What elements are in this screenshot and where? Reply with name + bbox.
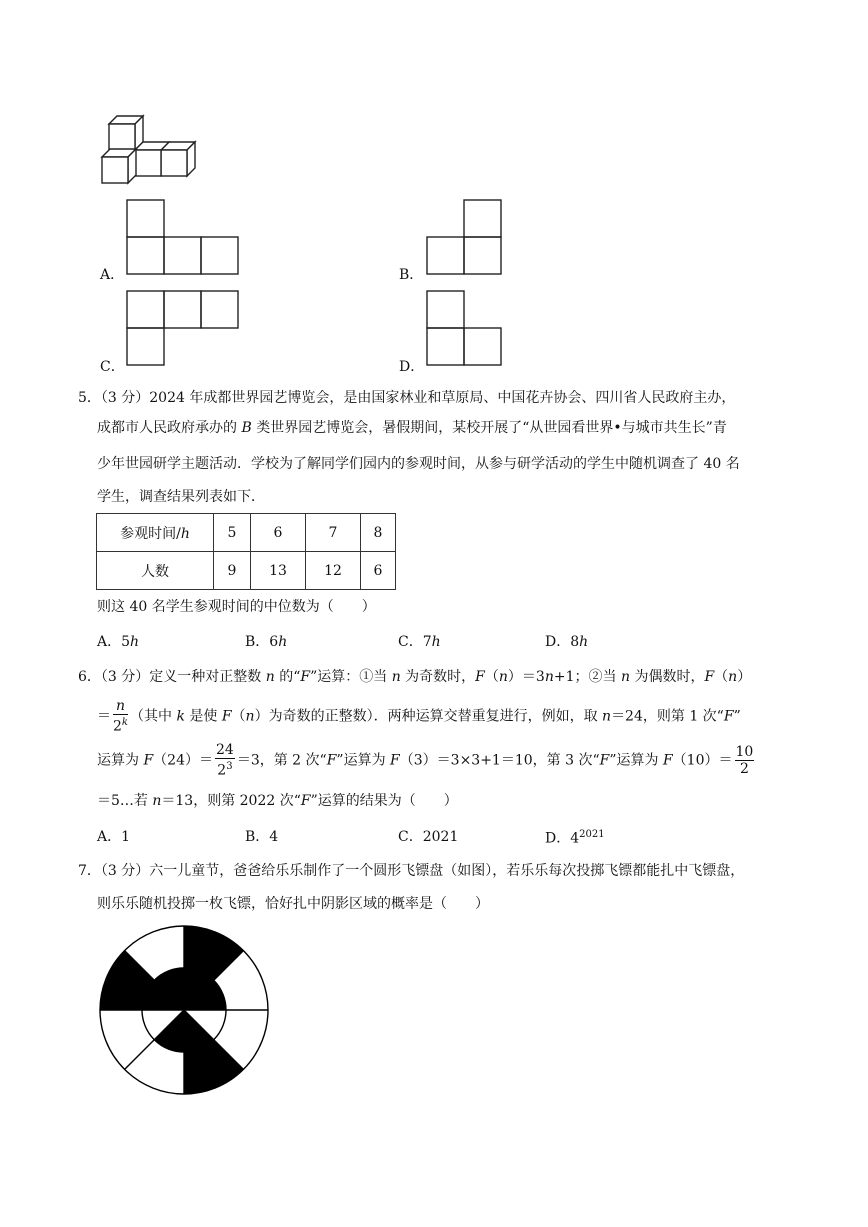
fraction-10-over-2: $\frac{10}{2}$ [735, 743, 754, 777]
q5-line-1: 5．（3 分）2024 年成都世界园艺博览会，是由国家林业和草原局、中国花卉协会、四川省人民政府主办， [78, 390, 736, 406]
fraction-n-over-2k: $\frac{n}{2^k}$ [113, 698, 128, 735]
q5-line-2-a: 成都市人民政府承办的 [97, 420, 242, 436]
fraction-24-over-2-cubed: $\frac{24}{2^3}$ [216, 742, 234, 779]
q6-line-2: ＝ $\frac{n}{2^k}$ （其中 k 是使 F（n）为奇数的正整数）．两种运算交替重复进行，例如，取 n＝24，则第 1 次“F” [97, 698, 741, 735]
table-cell: 7 [306, 514, 361, 552]
table-row [97, 514, 396, 552]
table-cell: 5 [214, 514, 251, 552]
q6-option-a[interactable]: A．1 [97, 829, 131, 845]
q4-option-d-view [425, 290, 505, 368]
q5-line-2 [97, 419, 727, 437]
q4-option-a-view [126, 199, 240, 277]
q5-var-b: B [241, 420, 252, 436]
table-cell: 6 [251, 514, 306, 552]
q5-line-4: 学生，调查结果列表如下． [97, 489, 265, 505]
q6-option-b[interactable]: B．4 [245, 829, 279, 845]
table-cell: 6 [361, 552, 396, 590]
q5-question: 则这 40 名学生参观时间的中位数为（ ） [97, 599, 376, 615]
q6-line-3: 运算为 F（24）＝ $\frac{24}{2^3}$ ＝3，第 2 次“F”运算为 F（3）＝3×3+1＝10，第 3 次“F”运算为 F（10）＝ $\frac{10}{2}$ [97, 742, 754, 779]
q6-option-c[interactable]: C．2021 [398, 829, 459, 845]
q4-option-a-label[interactable]: A． [100, 267, 125, 283]
q6-option-d[interactable]: D．$4^{2021}$ [545, 829, 605, 847]
q4-option-c-label[interactable]: C． [100, 359, 125, 375]
table-cell: 12 [306, 552, 361, 590]
q5-option-d[interactable]: D．8h [545, 634, 589, 650]
table-row-label: 人数 [97, 552, 214, 590]
q7-line-1: 7．（3 分）六一儿童节，爸爸给乐乐制作了一个圆形飞镖盘（如图），若乐乐每次投掷飞镖都能扎中飞镖盘， [78, 863, 745, 879]
table-header-label: 参观时间/h [97, 514, 214, 552]
q4-option-c-view [126, 290, 240, 368]
q7-line-2: 则乐乐随机投掷一枚飞镖，恰好扎中阴影区域的概率是（ ） [97, 896, 489, 912]
q4-option-b-view [425, 199, 505, 277]
table-cell: 9 [214, 552, 251, 590]
q5-line-3: 少年世园研学主题活动．学校为了解同学们园内的参观时间，从参与研学活动的学生中随机调查了 40 名 [97, 456, 740, 472]
q5-option-a[interactable]: A．5h [97, 634, 140, 650]
table-row [97, 552, 396, 590]
table-cell: 13 [251, 552, 306, 590]
q6-line-1: 6．（3 分）定义一种对正整数 n 的“F”运算：①当 n 为奇数时，F（n）＝3n+1；②当 n 为偶数时，F（n） [78, 669, 752, 685]
q5-option-b[interactable]: B．6h [245, 634, 288, 650]
q4-option-b-label[interactable]: B． [399, 267, 424, 283]
table-cell: 8 [361, 514, 396, 552]
q5-option-c[interactable]: C．7h [398, 634, 441, 650]
visit-time-table [96, 513, 396, 590]
cube-stack-figure [98, 112, 202, 188]
q6-line-4: ＝5…若 n＝13，则第 2022 次“F”运算的结果为（ ） [97, 793, 458, 809]
q4-option-d-label[interactable]: D． [399, 359, 425, 375]
q5-line-2-c: 类世界园艺博览会，暑假期间，某校开展了“从世园看世界•与城市共生长”青 [251, 420, 727, 436]
dartboard-figure [98, 924, 270, 1096]
